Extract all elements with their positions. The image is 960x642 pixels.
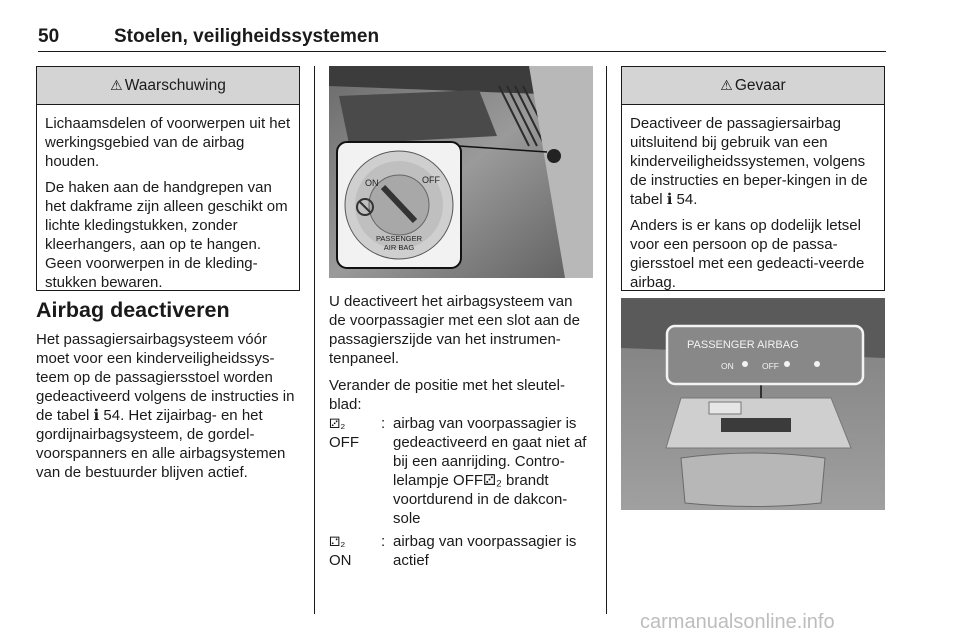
danger-box-header [622, 67, 884, 105]
warning-paragraph: De haken aan de handgrepen van het dakframe zijn alleen geschikt om lichte kledingstukken, zonder kleerhangers, aan op te hangen. Geen voorwerpen in de kleding-stukken bewaren. [45, 179, 288, 291]
airbag-switch-illustration [329, 66, 593, 278]
figure2-off-label: OFF [762, 361, 779, 371]
danger-paragraph: Anders is er kans op dodelijk letsel voor een persoon op de passa-giersstoel met een gedeacti-veerde airbag. [630, 217, 865, 291]
definition-term: OFF [329, 434, 359, 451]
column2-text [329, 292, 593, 422]
airbag-off-icon: ⚂₂ [329, 416, 346, 431]
definition-term: ON [329, 552, 352, 569]
warning-box [36, 66, 300, 291]
airbag-switch-photo [329, 66, 593, 278]
danger-title: Gevaar [734, 76, 786, 94]
page-title: Stoelen, veiligheidssystemen [114, 26, 380, 47]
warning-triangle-icon: ⚠ [720, 77, 733, 93]
definition-row-on [329, 532, 593, 570]
figure1-on-label: ON [365, 178, 379, 188]
section-body: Het passagiersairbagsysteem vóór moet voor een kinderveiligheidssys-teem op de passagiersstoel worden gedeactiveerd volgens de instructies in de tabel ℹ 54. Het zijairbag- en het gordijnairbagsysteem, de gordel-voorspanners en alle airbagsystemen van de bestuurder blijven actief. [36, 331, 295, 481]
definition-desc: airbag van voorpassagier is actief [393, 533, 577, 569]
warning-title: Waarschuwing [124, 76, 226, 94]
definition-colon: : [381, 533, 386, 550]
warning-paragraph: Lichaamsdelen of voorwerpen uit het werkingsgebied van de airbag houden. [45, 115, 291, 170]
danger-paragraph: Deactiveer de passagiersairbag uitsluitend bij gebruik van een kinderveiligheidssystemen, volgens de instructies en beper-kingen in de tabel ℹ 54. [630, 115, 868, 208]
airbag-on-icon: ⚁₂ [329, 534, 346, 549]
page-header [38, 22, 886, 50]
switch-position-list [329, 414, 593, 570]
figure2-title-label: PASSENGER AIRBAG [687, 339, 799, 351]
column-divider-left [314, 66, 315, 614]
column2-paragraph: Verander de positie met het sleutel-blad: [329, 377, 565, 413]
definition-desc: airbag van voorpassagier is gedeactiveerd en gaat niet af bij een aanrijding. Contro-lelampje OFF⚂₂ brandt voortdurend in de dakcon-sole [393, 415, 587, 527]
definition-colon: : [381, 415, 386, 432]
warning-triangle-icon: ⚠ [110, 77, 123, 93]
section-heading: Airbag deactiveren [36, 298, 230, 322]
danger-body [622, 105, 884, 300]
page-number: 50 [38, 26, 60, 47]
watermark: carmanualsonline.info [640, 611, 835, 633]
warning-body [37, 105, 299, 300]
column-divider-right [606, 66, 607, 614]
column2-paragraph: U deactiveert het airbagsysteem van de voorpassagier met een slot aan de passagierszijde van het instrumen-tenpaneel. [329, 293, 580, 367]
roof-console-illustration [621, 298, 885, 510]
warning-box-header [37, 67, 299, 105]
figure2-on-label: ON [721, 361, 734, 371]
roof-console-photo [621, 298, 885, 510]
figure1-off-label: OFF [422, 175, 440, 185]
definition-row-off [329, 414, 593, 528]
header-rule [38, 51, 886, 52]
figure1-caption-line1: PASSENGER [375, 234, 423, 243]
danger-box [621, 66, 885, 291]
figure1-caption-line2: AIR BAG [383, 243, 415, 252]
